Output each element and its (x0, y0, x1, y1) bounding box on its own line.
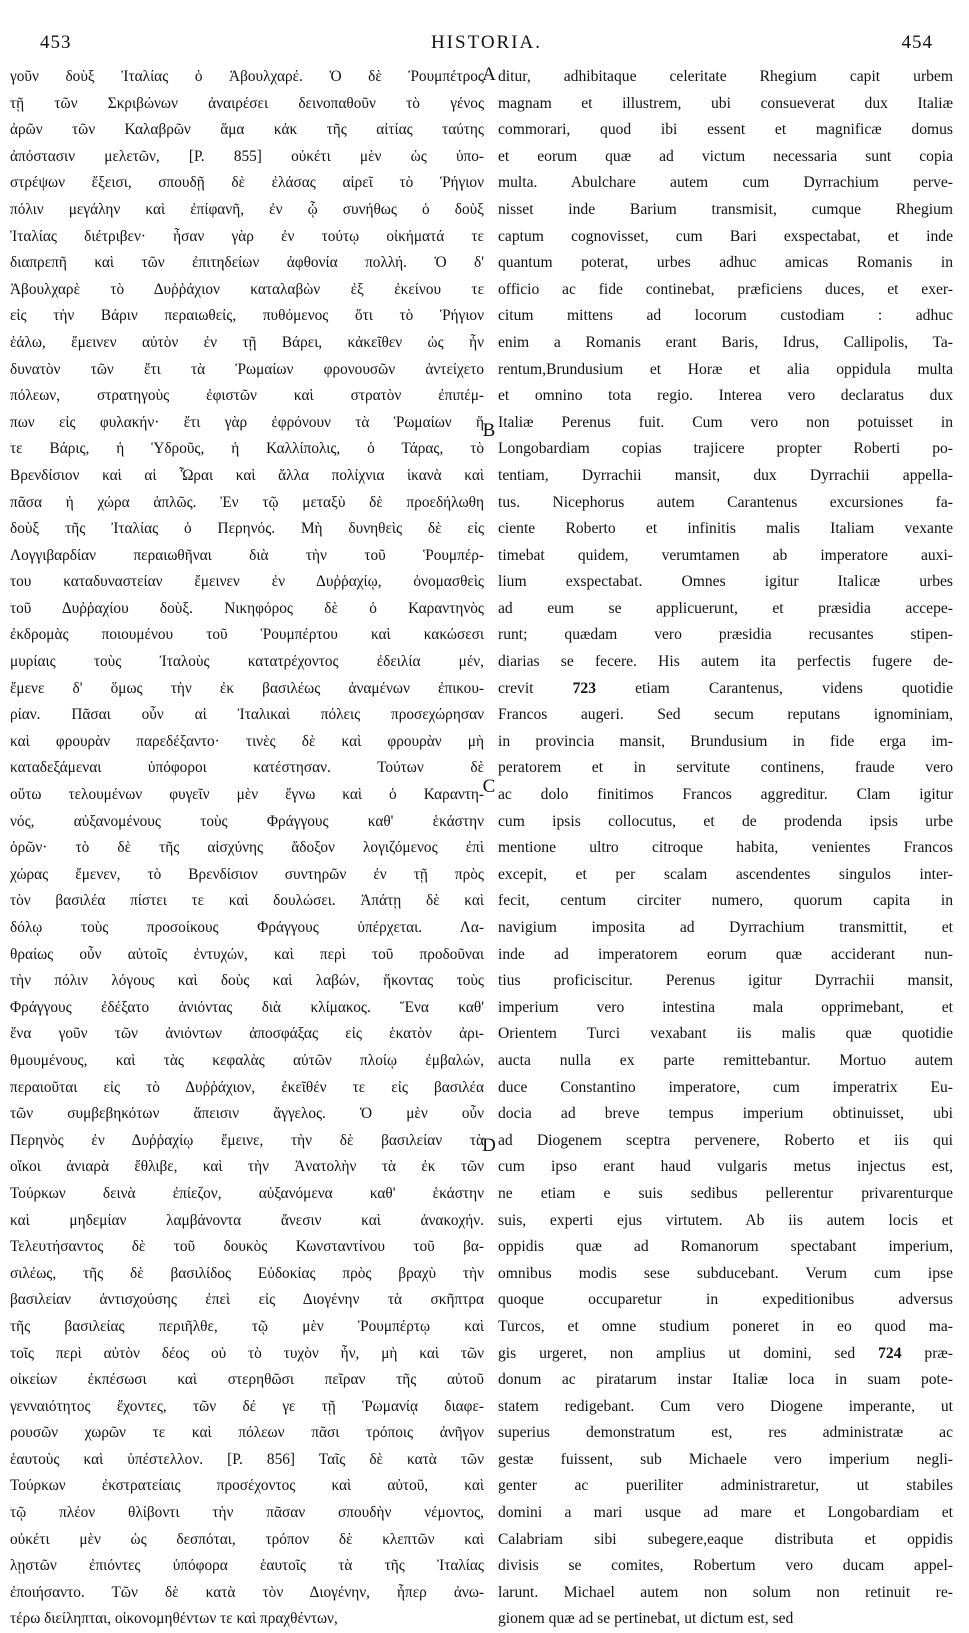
greek-text-line: ρουσῶν χωρῶν τε καὶ πόλεων πᾶσι τρόποις ἀνῆγον (10, 1424, 484, 1442)
section-marker-c: C (482, 776, 496, 797)
marginal-reference-number: 724 (878, 1344, 902, 1362)
latin-text-line: donum ac piratarum instar Italiæ loca in suam pote- (498, 1371, 953, 1389)
latin-text-line: navigium imposita ad Dyrrachium transmittit, et (498, 919, 953, 936)
greek-text-line: καὶ μηδεμίαν λαμβάνοντα ἄνεσιν καὶ ἀνακοχήν. (10, 1211, 484, 1229)
latin-text-line: ac dolo finitimos Francos aggreditur. Clam igitur (498, 786, 953, 804)
latin-text-line: Longobardiam copias trajicere propter Roberti po- (498, 440, 953, 458)
greek-text-line: τοῖς περὶ αὐτὸν δέος οὐ τὸ τυχὸν ἦν, μὴ καὶ τῶν (10, 1344, 484, 1362)
latin-text-line: quantum poterat, urbes adhuc amicas Romanis in (498, 254, 953, 272)
greek-text-line: περαιοῦται εἰς τὸ Δυῤῥάχιον, ἐκεῖθέν τε εἰς βασιλέα (10, 1078, 484, 1096)
latin-text-line: crevit 723 etiam Carantenus, videns quotidie (498, 679, 953, 697)
greek-text-line: χώρας ἔμενεν, τὸ Βρενδίσιον συντηρῶν ἐν τῇ πρὸς (10, 865, 484, 883)
latin-text-line: runt; quædam vero præsidia recusantes stipen- (498, 626, 953, 644)
latin-text-line: ditur, adhibitaque celeritate Rhegium capit urbem (498, 68, 953, 85)
greek-text-line: ἐκδρομὰς ποιουμένου τοῦ Ῥουμπέρτου καὶ κακώσεσι (10, 626, 484, 644)
greek-text-line: στρέψων ἔξεισι, σπουδῇ δὲ ἐλάσας αἱρεῖ τὸ Ῥήγιον (10, 174, 484, 192)
section-marker-b: B (482, 420, 496, 441)
page-number-right: 454 (901, 32, 933, 53)
greek-text-line: του καταδυναστείαν ἔμεινεν ἐν Δυῤῥαχίῳ, ὀνομασθεὶς (10, 573, 484, 591)
latin-text-line: imperium vero intestina mala opprimebant, et (498, 998, 953, 1016)
greek-text-line: Περηνὸς ἐν Δυῤῥαχίῳ ἔμεινε, τὴν δὲ βασιλείαν τὰ (10, 1131, 484, 1149)
greek-text-line: Τελευτήσαντος δὲ τοῦ δουκὸς Κωνσταντίνου τοῦ βα- (10, 1238, 484, 1256)
greek-text-line: ἑάλω, ἔμεινεν αὐτὸν ἐν τῇ Βάρει, κἀκεῖθεν ὡς ἦν (10, 333, 484, 351)
greek-text-line: γοῦν δοὺξ Ἰταλίας ὁ Ἀβουλχαρέ. Ὁ δὲ Ῥουμπέτρος (10, 68, 484, 85)
greek-text-line: πᾶσα ἡ χώρα ἁπλῶς. Ἐν τῷ μεταξὺ δὲ προεδήλωθη (10, 493, 484, 511)
greek-text-line: θραίως οὖν αὐτοῖς ἐντυχών, καὶ περὶ τοῦ προδοῦναι (10, 945, 484, 963)
latin-text-line: commorari, quod ibi essent et magnificæ domus (498, 121, 953, 139)
greek-text-line: θμουμένους, καὶ τὰς κεφαλὰς αὐτῶν πλοίῳ ἐμβαλών, (10, 1051, 484, 1069)
latin-text-line: Turcos, et omne studium poneret in eo quod ma- (498, 1317, 953, 1335)
latin-text-line: aucta nulla ex parte remittebantur. Mortuo autem (498, 1051, 953, 1069)
greek-text-line: γενναιότητος ἔχοντες, τῶν δέ γε τῇ Ῥωμανίᾳ διαφε- (10, 1397, 484, 1415)
greek-text-line: τῆς βασιλείας περιῆλθε, τῷ μὲν Ῥουμπέρτῳ καὶ (10, 1317, 484, 1335)
greek-text-line: ἐποιήσαντο. Τῶν δὲ κατὰ τὸν Διογένην, ἧπερ ἀνω- (10, 1583, 484, 1601)
latin-text-line: rentum,Brundusium et Horæ et alia oppidula multa (498, 360, 953, 378)
latin-text-line: larunt. Michael autem non solum non retinuit re- (498, 1583, 953, 1601)
latin-text-line: captum cognovisset, cum Bari exspectabat, et inde (498, 227, 953, 245)
latin-text-line: duce Constantino imperatore, cum imperatrix Eu- (498, 1078, 953, 1096)
latin-text-line: Italiæ Perenus fuit. Cum vero non potuisset in (498, 413, 953, 431)
greek-text-line: τῇ τῶν Σκριβώνων ἀναιρέσει δεινοπαθοῦν τὸ γένος (10, 94, 484, 112)
latin-text-line: statem redigebant. Cum vero Diogene imperante, ut (498, 1397, 953, 1415)
greek-text-line: ἀρῶν τῶν Καλαβρῶν ἅμα κἀκ τῆς αἰτίας ταύτης (10, 121, 484, 139)
greek-text-line: ἀπόστασιν μελετῶν, [P. 855] οὐκέτι μὲν ὡς ὑπο- (10, 147, 484, 165)
latin-text-line: cum ipso erant haud vulgaris metus injectus est, (498, 1158, 953, 1176)
greek-text-line: ἕνα γοῦν τῶν ἀνιόντων ἀποσφάξας εἰς ἑκατὸν ἀρι- (10, 1025, 484, 1043)
latin-text-line: timebat quidem, verumtamen ab imperatore auxi- (498, 546, 953, 564)
latin-text-line: docia ad breve tempus imperium obtinuisset, ubi (498, 1105, 953, 1123)
greek-text-line: Ἰταλίας διέτριβεν· ἦσαν γὰρ ἐν τούτῳ οἰκήματά τε (10, 227, 484, 245)
greek-text-line: δόλῳ τοὺς προσοίκους Φράγγους ὑπέρχεται. Λα- (10, 919, 484, 936)
greek-text-line: οὐκέτι μὲν ὡς δεσπόται, τρόπον δὲ κλεπτῶν καὶ (10, 1530, 484, 1548)
latin-text-line: diarias se fecere. His autem ita perfectis fugere de- (498, 653, 953, 671)
greek-text-line: εἰς τὴν Βάριν περαιωθείς, πυθόμενος ὅτι τὸ Ῥήγιον (10, 307, 484, 325)
latin-text-line: superius demonstratum est, res administratæ ac (498, 1424, 953, 1442)
latin-text-line: ad Diogenem sceptra pervenere, Roberto et iis qui (498, 1131, 953, 1149)
latin-text-line: tentiam, Dyrrachii mansit, dux Dyrrachii appella- (498, 466, 953, 484)
greek-text-line: τέρω διείληπται, οἰκονομηθέντων τε καὶ πραχθέντων, (10, 1610, 338, 1628)
greek-text-line: τε Βάρις, ἡ Ὑδροῦς, ἡ Καλλίπολις, ὁ Τάρας, τὸ (10, 440, 484, 458)
greek-text-line: τὸν βασιλέα πίστει τε καὶ δουλώσει. Ἀπάτῃ δὲ καὶ (10, 892, 484, 910)
greek-text-line: νός, αὐξανομένους τοὺς Φράγγους καθ' ἑκάστην (10, 812, 484, 830)
latin-text-line: oppidis quæ ad Romanorum spectabant imperium, (498, 1238, 953, 1256)
latin-text-line: divisis se comites, Robertum vero ducam appel- (498, 1557, 953, 1575)
latin-text-line: mentione ultro citroque habita, venientes Francos (498, 839, 953, 857)
latin-text-line: excepit, et per scalam ascendentes singulos inter- (498, 865, 953, 883)
latin-text-line: fecit, centum circiter numero, quorum capita in (498, 892, 953, 910)
greek-text-line: τὴν πόλιν λόγους καὶ δοὺς καὶ λαβών, ἥκοντας τοὺς (10, 972, 484, 990)
greek-text-line: σιλέως, τῆς δὲ βασιλίδος Εὐδοκίας πρὸς βραχὺ τὴν (10, 1264, 484, 1282)
greek-text-line: δυνατὸν τῶν ἔτι τὰ Ῥωμαίων φρονουσῶν ἀντείχετο (10, 360, 484, 378)
greek-text-line: βασιλείαν ἀντισχούσης ἐπεὶ εἰς Διογένην τὰ σκῆπτρα (10, 1291, 484, 1309)
greek-text-line: πόλεων, στρατηγοὺς ἐφιστῶν καὶ στρατὸν ἐπιπέμ- (10, 387, 484, 405)
greek-text-line: τῶν συμβεβηκότων ἄπεισιν ἄγγελος. Ὁ μὲν οὖν (10, 1105, 484, 1123)
latin-text-line: ne etiam e suis sedibus pellerentur privarenturque (498, 1184, 953, 1202)
marginal-reference-number: 723 (572, 679, 597, 697)
greek-text-line: ἑαυτοὺς καὶ ὑπέστελλον. [P. 856] Ταῖς δὲ κατὰ τῶν (10, 1450, 484, 1468)
greek-text-line: καὶ φρουρὰν παρεδέξαντο· τινὲς δὲ καὶ φρουρὰν μὴ (10, 732, 484, 750)
greek-text-line: πόλιν μεγάλην καὶ ἐπίφανῆ, ἐν ᾧ συνήθως ὁ δοὺξ (10, 200, 484, 218)
latin-text-line: magnam et illustrem, ubi consueverat dux Italiæ (498, 94, 953, 112)
greek-text-line: Λογγιβαρδίαν περαιωθῆναι διὰ τὴν τοῦ Ῥουμπέρ- (10, 546, 484, 564)
latin-text-line: gis urgeret, non amplius ut domini, sed 724 præ- (498, 1344, 953, 1362)
latin-text-line: lium exspectabat. Omnes igitur Italicæ urbes (498, 573, 953, 591)
section-marker-d: D (482, 1135, 496, 1156)
section-marker-a: A (482, 64, 496, 85)
latin-text-line: omnibus modis sese subducebant. Verum cum ipse (498, 1264, 953, 1282)
greek-text-line: μυρίαις τοὺς Ἰταλοὺς κατατρέχοντος ἐδειλία μέν, (10, 653, 484, 671)
latin-text-column (498, 64, 953, 1628)
page-number-left: 453 (40, 32, 72, 53)
greek-text-line: Τούρκων ἐκστρατείαις προσέχοντος καὶ αὐτοῦ, καὶ (10, 1477, 484, 1495)
latin-text-line: tus. Nicephorus autem Carantenus excursiones fa- (498, 493, 953, 511)
latin-text-line: quoque occuparetur in expeditionibus adversus (498, 1291, 953, 1309)
latin-text-line: enim a Romanis erant Baris, Idrus, Callipolis, Ta- (498, 333, 953, 351)
latin-text-line: Orientem Turci vexabant iis malis quæ quotidie (498, 1025, 953, 1043)
greek-text-line: Βρενδίσιον καὶ αἱ Ὧραι καὶ ἄλλα πολίχνια ἱκανὰ καὶ (10, 466, 484, 484)
greek-text-line: διαπρεπῆ καὶ τῶν ἐπιτηδείων ἀφθονία πολλή. Ὁ δ' (10, 254, 484, 272)
latin-text-line: et omnino tota regio. Interea vero declaratus dux (498, 387, 953, 405)
latin-text-line: in provincia mansit, Brundusium in fide erga im- (498, 732, 953, 750)
latin-text-line: domini a mari usque ad mare et Longobardiam et (498, 1504, 953, 1522)
latin-text-line: et eorum quæ ad victum necessaria sunt copia (498, 147, 953, 165)
latin-text-line: gestæ fuissent, sub Michaele vero imperium negli- (498, 1450, 953, 1468)
greek-text-line: πων εἰς φυλακήν· ἔτι γὰρ ἐφρόνουν τὰ Ῥωμαίων ἥ (10, 413, 484, 431)
latin-text-line: suis, experti ejus virtutem. Ab iis autem locis et (498, 1211, 953, 1229)
latin-text-line: peratorem et in servitute continens, fraude vero (498, 759, 953, 777)
greek-text-line: ἔμενε δ' ὅμως τὴν ἐκ βασιλέως ἀναμένων ἐπικου- (10, 679, 484, 697)
greek-text-line: Ἀβουλχαρὲ τὸ Δυῤῥάχιον καταλαβὼν ἐξ ἐκείνου τε (10, 280, 484, 298)
latin-text-line: ad eum se applicuerunt, et præsidia accepe- (498, 599, 953, 617)
latin-text-line: ciente Roberto et infinitis malis Italiam vexante (498, 520, 953, 538)
greek-text-line: ρίαν. Πᾶσαι οὖν αἱ Ἰταλικαὶ πόλεις προσεχώρησαν (10, 706, 484, 724)
greek-text-line: τῷ πλέον θλίβοντι τὴν πᾶσαν σπουδὴν νέμοντος, (10, 1504, 484, 1522)
greek-text-column (10, 64, 484, 1628)
greek-text-line: τοῦ Δυῤῥαχίου δοὺξ. Νικηφόρος δὲ ὁ Καραντηνὸς (10, 599, 484, 617)
greek-text-line: δοὺξ τῆς Ἰταλίας ὁ Περηνός. Μὴ δυνηθεὶς δὲ εἰς (10, 520, 484, 538)
latin-text-line: cum ipsis collocutus, et de prodenda ipsis urbe (498, 812, 953, 830)
latin-text-line: officio ac fide continebat, præficiens duces, et exer- (498, 280, 953, 298)
latin-text-line: gionem quæ ad se pertinebat, ut dictum est, sed (498, 1610, 794, 1628)
latin-text-line: Calabriam sibi subegere,eaque distributa et oppidis (498, 1530, 953, 1548)
page-header (40, 14, 933, 54)
greek-text-line: Τούρκων δεινὰ ἐπίεζον, αὐξανόμενα καθ' ἑκάστην (10, 1184, 484, 1202)
latin-text-line: inde ad imperatorem eorum quæ acciderant nun- (498, 945, 953, 963)
greek-text-line: οἴκοι ἀνιαρὰ ἔθλιβε, καὶ τὴν Ἀνατολὴν τὰ ἐκ τῶν (10, 1158, 484, 1176)
greek-text-line: λῃστῶν ἐπιόντες ὑπόφορα ἑαυτοῖς τὰ τῆς Ἰταλίας (10, 1557, 484, 1575)
greek-text-line: οὕτω τελουμένων φυγεῖν μὲν ἔγνω καὶ ὁ Καραντη- (10, 786, 484, 804)
greek-text-line: ὁρῶν· τὸ δὲ τῆς αἰσχύνης ἄδοξον λογιζόμενος ἐπὶ (10, 839, 484, 857)
latin-text-line: tius proficiscitur. Perenus igitur Dyrrachii mansit, (498, 972, 953, 990)
latin-text-line: nisset inde Barium transmisit, cumque Rhegium (498, 200, 953, 218)
greek-text-line: οἰκείων ἐκπέσωσι καὶ στερηθῶσι πεῖραν τῆς αὐτοῦ (10, 1371, 484, 1389)
greek-text-line: καταδεξάμεναι ὑπόφοροι κατέστησαν. Τούτων δὲ (10, 759, 484, 777)
latin-text-line: multa. Abulchare autem cum Dyrrachium perve- (498, 174, 953, 192)
latin-text-line: Francos augeri. Sed secum reputans ignominiam, (498, 706, 953, 724)
latin-text-line: genter ac pueriliter administraretur, ut stabiles (498, 1477, 953, 1495)
greek-text-line: Φράγγους ἐδέξατο ἀνιόντας διὰ κλίμακος. Ἕνα καθ' (10, 998, 484, 1016)
latin-text-line: citum mittens ad locorum custodiam : adhuc (498, 307, 953, 325)
running-title: HISTORIA. (430, 32, 543, 53)
